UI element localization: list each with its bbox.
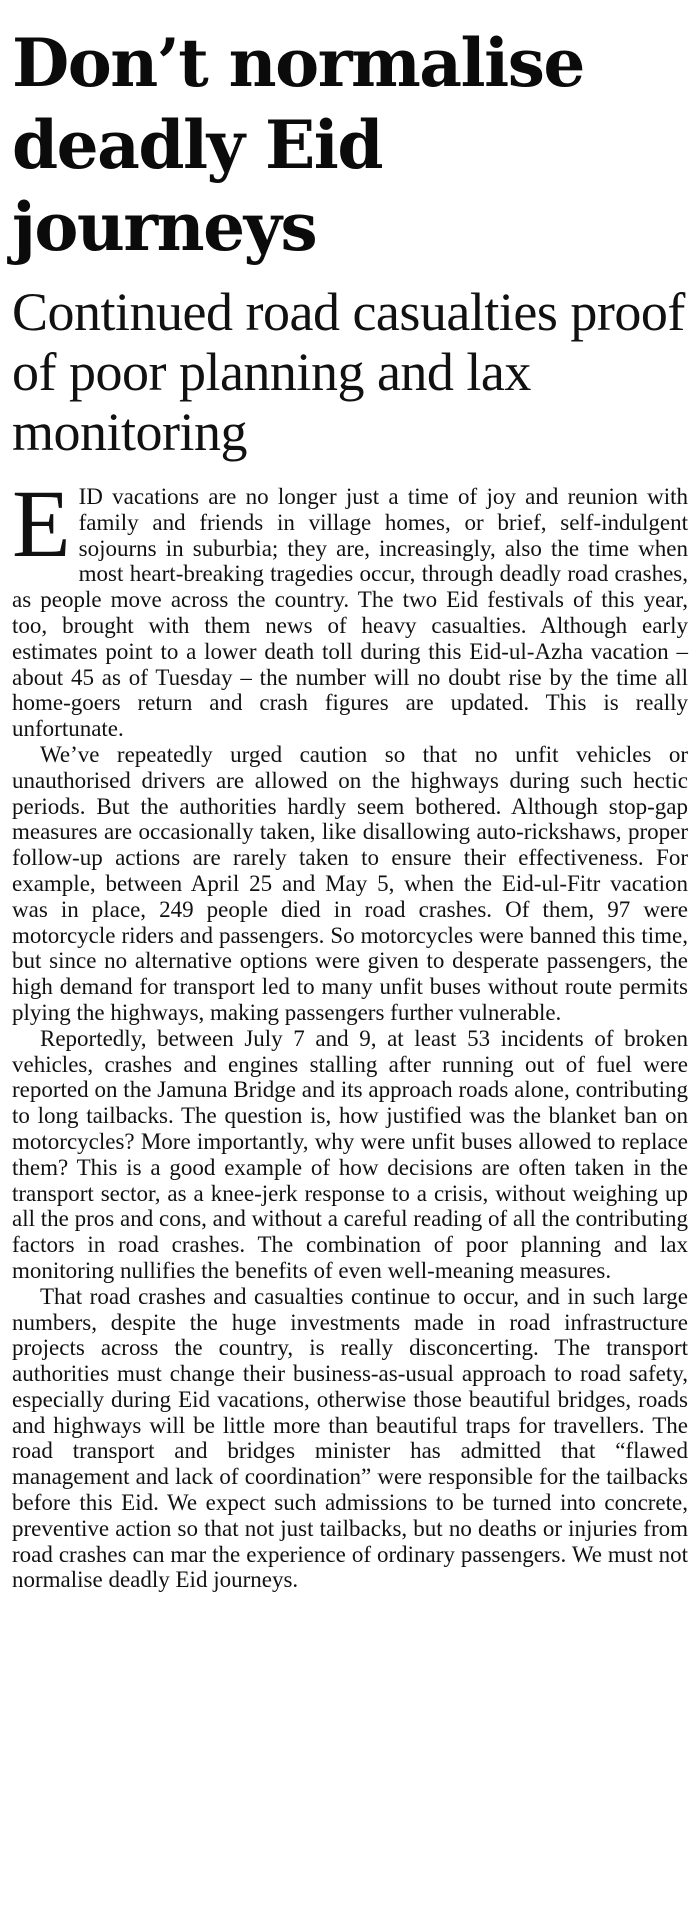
paragraph-4: That road crashes and casualties continue to occur, and in such large numbers, despite the huge investments made in road infrastructure projects across the country, is really disconcerting. The transport authorities must change their business-as-usual approach to road safety, especially during Eid vacations, otherwise those beautiful bridges, roads and highways will be little more than beautiful traps for travellers. The road transport and bridges minister has admitted that “flawed management and lack of coordination” were responsible for the tailbacks before this Eid. We expect such admissions to be turned into concrete, preventive action so that not just tailbacks, but no deaths or injuries from road crashes can mar the experience of ordinary passengers. We must not normalise deadly Eid journeys. bbox=[12, 1283, 688, 1593]
paragraph-3: Reportedly, between July 7 and 9, at least 53 incidents of broken vehicles, crashes and engines stalling after running out of fuel were reported on the Jamuna Bridge and its approach roads alone, contributing to long tailbacks. The question is, how justified was the blanket ban on motorcycles? More importantly, why were unfit buses allowed to replace them? This is a good example of how decisions are often taken in the transport sector, as a knee-jerk response to a crisis, without weighing up all the pros and cons, and without a careful reading of all the contributing factors in road crashes. The combination of poor planning and lax monitoring nullifies the benefits of even well-meaning measures. bbox=[12, 1025, 688, 1283]
paragraph-1-text: ID vacations are no longer just a time of joy and reunion with family and friends in village homes, or brief, self-indulgent sojourns in suburbia; they are, increasingly, also the time when most heart-breaking tragedies occur, through deadly road crashes, as people move across the country. The two Eid festivals of this year, too, brought with them news of heavy casualties. Although early estimates point to a lower death toll during this Eid-ul-Azha vacation – about 45 as of Tuesday – the number will no doubt rise by the time all home-goers return and crash figures are updated. This is really unfortunate. bbox=[12, 484, 688, 742]
article-body bbox=[12, 470, 688, 1593]
headline: Don’t normalise deadly Eid journeys bbox=[12, 24, 584, 266]
paragraph-1 bbox=[12, 470, 688, 742]
drop-cap: E bbox=[12, 470, 71, 577]
paragraph-2: We’ve repeatedly urged caution so that no unfit vehicles or unauthorised drivers are allowed on the highways during such hectic periods. But the authorities hardly seem bothered. Although stop-gap measures are occasionally taken, like disallowing auto-rickshaws, proper follow-up actions are rarely taken to ensure their effectiveness. For example, between April 25 and May 5, when the Eid-ul-Fitr vacation was in place, 249 people died in road crashes. Of them, 97 were motorcycle riders and passengers. So motorcycles were banned this time, but since no alternative options were given to desperate passengers, the high demand for transport led to many unfit buses without route permits plying the highways, making passengers further vulnerable. bbox=[12, 741, 688, 1025]
subheadline: Continued road casualties proof of poor planning and lax monitoring bbox=[12, 282, 685, 462]
